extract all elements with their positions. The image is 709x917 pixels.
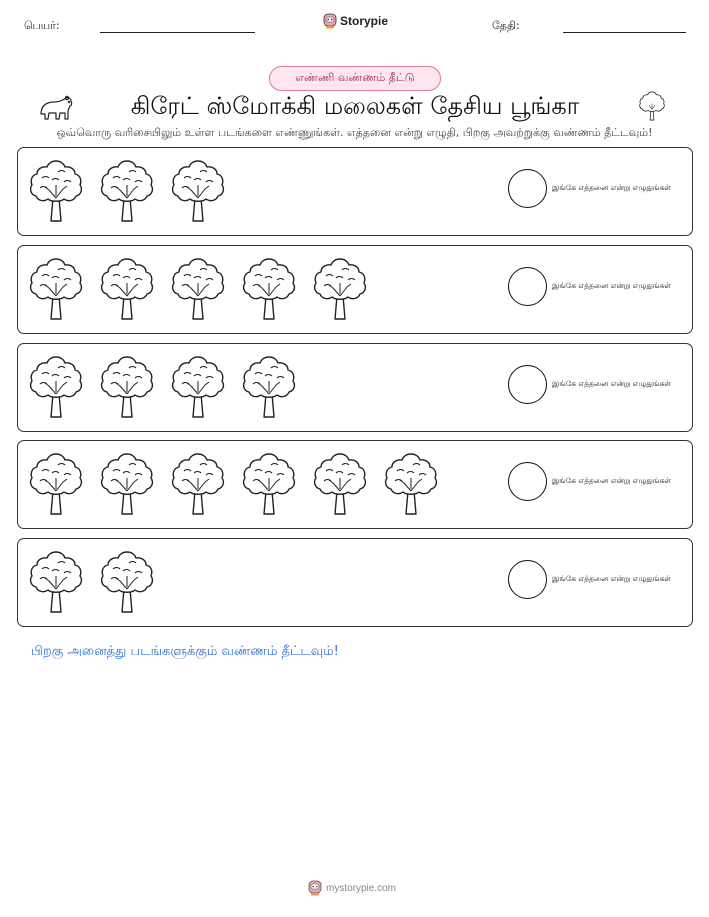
tree-icon[interactable] xyxy=(170,158,226,224)
count-row-5 xyxy=(17,538,693,627)
tree-icon[interactable] xyxy=(241,256,297,322)
tree-icon[interactable] xyxy=(28,549,84,615)
answer-circle[interactable] xyxy=(508,462,547,501)
answer-label: இங்கே எத்தனை என்று எழுதுங்கள் xyxy=(552,476,672,485)
tree-group xyxy=(28,158,241,224)
date-field[interactable] xyxy=(563,32,686,33)
storypie-mascot-icon xyxy=(308,880,322,896)
tree-icon[interactable] xyxy=(28,256,84,322)
brand-name: Storypie xyxy=(340,14,389,28)
count-row-3 xyxy=(17,343,693,432)
tree-group xyxy=(28,256,383,322)
answer-circle[interactable] xyxy=(508,169,547,208)
tree-group xyxy=(28,354,312,420)
tree-group xyxy=(28,451,454,517)
brand-logo xyxy=(323,13,388,29)
tree-icon xyxy=(638,90,666,122)
count-row-2 xyxy=(17,245,693,334)
tree-icon[interactable] xyxy=(28,354,84,420)
answer-label: இங்கே எத்தனை என்று எழுதுங்கள் xyxy=(552,183,672,192)
answer-circle[interactable] xyxy=(508,560,547,599)
tree-icon[interactable] xyxy=(241,354,297,420)
tree-icon[interactable] xyxy=(99,158,155,224)
tree-icon[interactable] xyxy=(28,158,84,224)
tree-icon[interactable] xyxy=(99,354,155,420)
page-title: கிரேட் ஸ்மோக்கி மலைகள் தேசிய பூங்கா xyxy=(130,92,580,120)
answer-circle[interactable] xyxy=(508,267,547,306)
tree-icon[interactable] xyxy=(383,451,439,517)
tree-icon[interactable] xyxy=(312,256,368,322)
bear-icon xyxy=(38,92,74,122)
activity-badge: எண்ணி வண்ணம் தீட்டு xyxy=(269,66,441,91)
tree-icon[interactable] xyxy=(241,451,297,517)
tree-icon[interactable] xyxy=(99,256,155,322)
title-row xyxy=(0,88,709,124)
answer-label: இங்கே எத்தனை என்று எழுதுங்கள் xyxy=(552,281,672,290)
footer-note: பிறகு அனைத்து படங்களுக்கும் வண்ணம் தீட்டவும்! xyxy=(31,644,339,659)
tree-icon[interactable] xyxy=(170,256,226,322)
count-row-1 xyxy=(17,147,693,236)
site-footer xyxy=(308,880,396,896)
name-field[interactable] xyxy=(100,32,255,33)
answer-label: இங்கே எத்தனை என்று எழுதுங்கள் xyxy=(552,379,672,388)
tree-icon[interactable] xyxy=(99,451,155,517)
storypie-mascot-icon xyxy=(323,13,337,29)
worksheet-header xyxy=(0,0,709,50)
tree-icon[interactable] xyxy=(99,549,155,615)
tree-icon[interactable] xyxy=(170,354,226,420)
tree-icon[interactable] xyxy=(28,451,84,517)
answer-label: இங்கே எத்தனை என்று எழுதுங்கள் xyxy=(552,574,672,583)
count-row-4 xyxy=(17,440,693,529)
date-label: தேதி: xyxy=(492,19,520,32)
tree-icon[interactable] xyxy=(312,451,368,517)
instructions: ஒவ்வொரு வரிசையிலும் உள்ள படங்களை எண்ணுங்கள். எத்தனை என்று எழுதி, பிறகு அவற்றுக்கு வண்ணம் தீட்டவும்! xyxy=(56,126,653,139)
name-label: பெயர்: xyxy=(24,19,60,32)
tree-icon[interactable] xyxy=(170,451,226,517)
answer-circle[interactable] xyxy=(508,365,547,404)
site-url[interactable]: mystorypie.com xyxy=(326,882,397,894)
tree-group xyxy=(28,549,170,615)
